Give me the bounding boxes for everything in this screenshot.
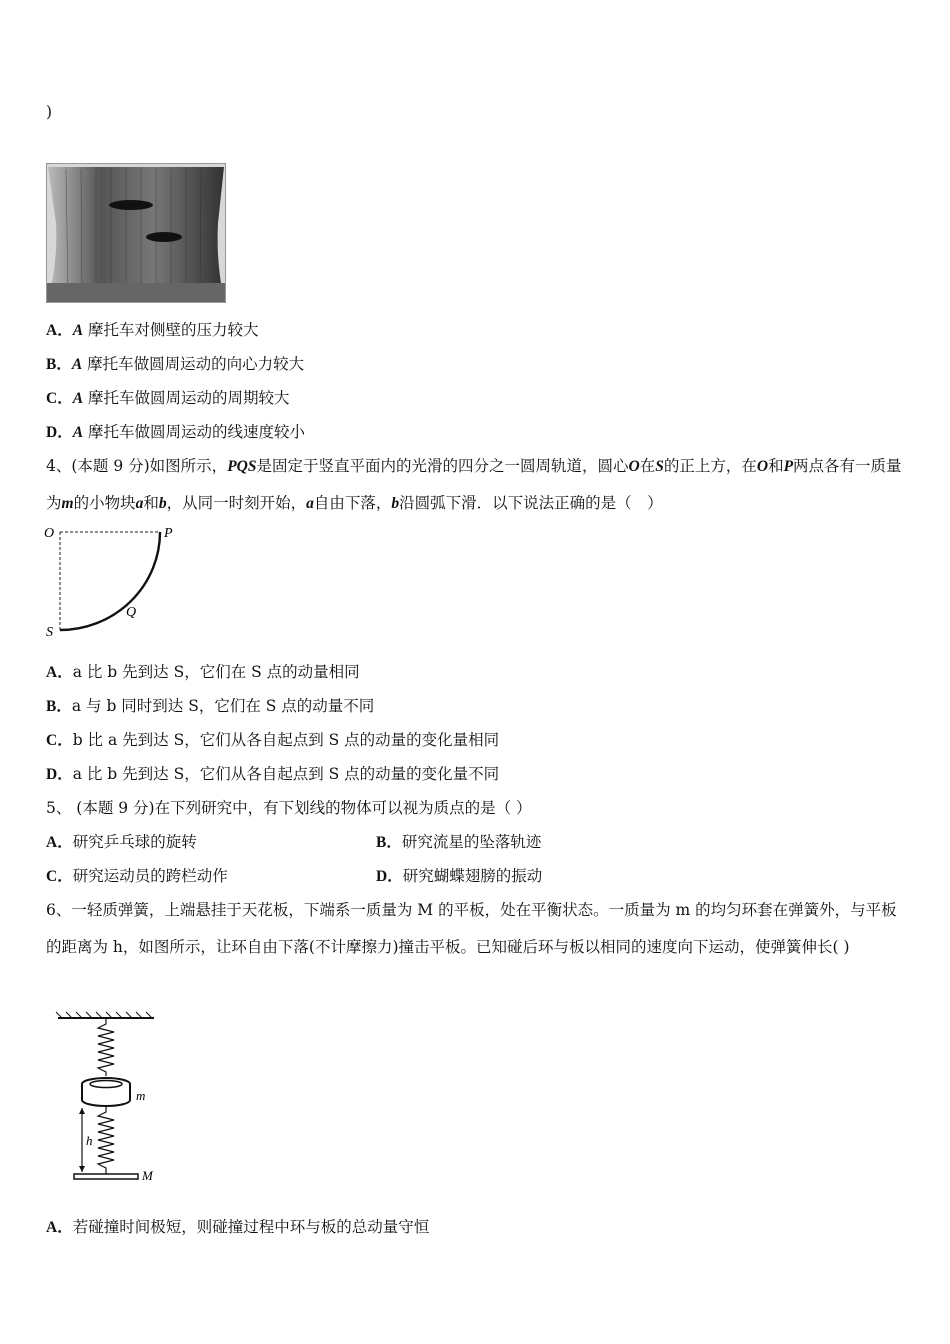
stray-paren: ) — [46, 103, 53, 121]
label-Q: Q — [126, 605, 137, 620]
label-O: O — [44, 526, 55, 541]
q4-option-d: D．a 比 b 先到达 S，它们从各自起点到 S 点的动量的变化量不同 — [46, 765, 500, 783]
q5-option-c: C．研究运动员的跨栏动作 — [46, 867, 228, 885]
q4-option-c: C．b 比 a 先到达 S，它们从各自起点到 S 点的动量的变化量相同 — [46, 731, 500, 749]
q5-option-b: B．研究流星的坠落轨迹 — [376, 833, 542, 851]
q4-stem: 4、(本题 9 分)如图所示，PQS是固定于竖直平面内的光滑的四分之一圆周轨道，圆心O在S的正上方，在O和P两点各有一质量为m的小物块a和b，从同一时刻开始，a自由下落，b沿圆弧下滑．以下说法正确的是（ ） — [46, 457, 902, 512]
motorcycle-wall-photo — [46, 163, 226, 303]
label-P: P — [164, 526, 173, 541]
label-h: h — [86, 1133, 93, 1148]
q3-option-d: D．A 摩托车做圆周运动的线速度较小 — [46, 423, 305, 441]
label-m: m — [136, 1088, 146, 1103]
q5-option-d: D．研究蝴蝶翅膀的振动 — [376, 867, 543, 885]
q4-option-a: A．a 比 b 先到达 S，它们在 S 点的动量相同 — [46, 663, 360, 681]
q6-option-a: A．若碰撞时间极短，则碰撞过程中环与板的总动量守恒 — [46, 1218, 430, 1236]
q3-option-b: B．A 摩托车做圆周运动的向心力较大 — [46, 355, 305, 373]
q5-option-a: A．研究乒乓球的旋转 — [46, 833, 197, 851]
q4-option-b: B．a 与 b 同时到达 S，它们在 S 点的动量不同 — [46, 697, 375, 715]
quarter-circle-track-figure — [40, 520, 180, 642]
label-S: S — [46, 625, 53, 640]
q3-option-c: C．A 摩托车做圆周运动的周期较大 — [46, 389, 290, 407]
q5-stem: 5、 (本题 9 分)在下列研究中，有下划线的物体可以视为质点的是（ ） — [46, 799, 532, 817]
spring-ring-plate-figure — [50, 1008, 170, 1188]
q3-option-a: A．A 摩托车对侧壁的压力较大 — [46, 321, 259, 339]
q6-stem: 6、一轻质弹簧，上端悬挂于天花板，下端系一质量为 M 的平板，处在平衡状态。一质量为 m 的均匀环套在弹簧外，与平板的距离为 h，如图所示，让环自由下落(不计摩擦力)撞击平板。已知碰后环与板以相同的速度向下运动，使弹簧伸长( ) — [46, 901, 897, 956]
label-M: M — [142, 1168, 153, 1183]
